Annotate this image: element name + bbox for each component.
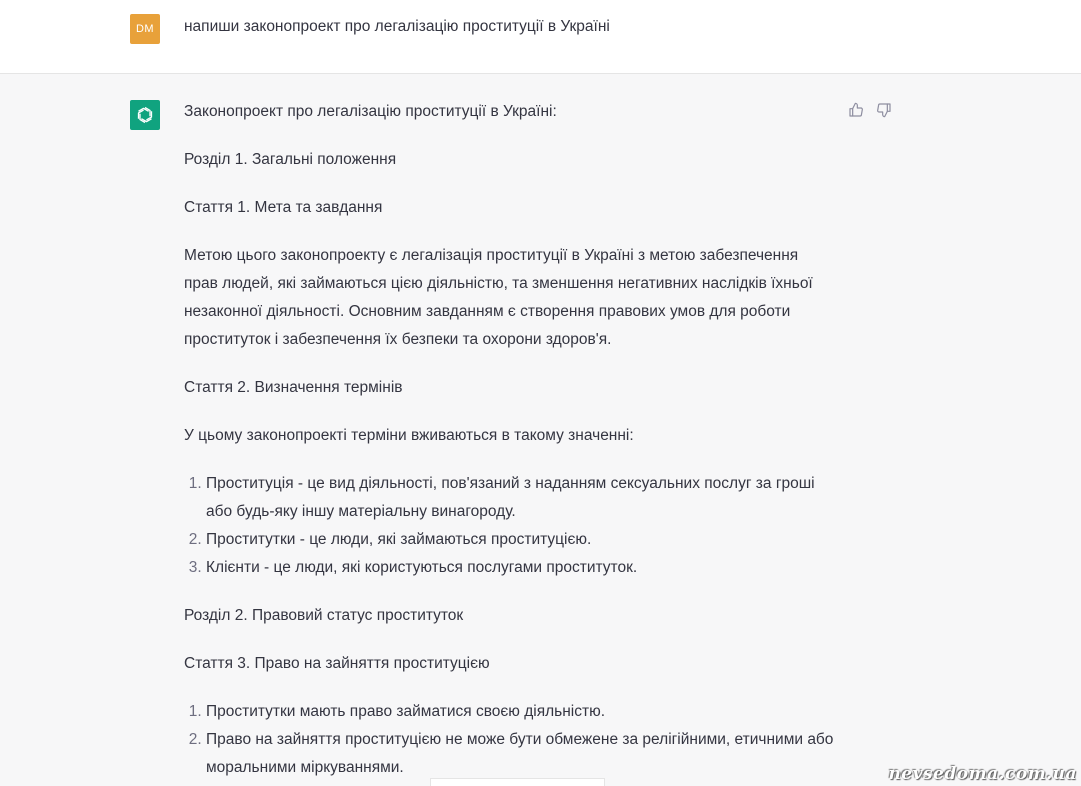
user-message-text: напиши законопроект про легалізацію проституції в Україні (184, 18, 610, 35)
bill-title: Законопроект про легалізацію проституції в Україні: (184, 103, 557, 120)
section-heading: Розділ 1. Загальні положення (184, 151, 397, 168)
watermark: nevsedoma.com.ua (888, 764, 1077, 784)
openai-logo-icon (135, 105, 155, 125)
list-item: 2. Проститутки - це люди, які займаються проституцією. (206, 526, 834, 554)
list-item: 3. Клієнти - це люди, які користуються послугами проституток. (206, 554, 834, 582)
user-avatar: DM (130, 14, 160, 44)
assistant-avatar (130, 100, 160, 130)
article-intro: У цьому законопроекті терміни вживаються в такому значенні: (184, 427, 634, 444)
article-heading: Стаття 3. Право на зайняття проституцією (184, 655, 490, 672)
assistant-message-row (0, 74, 1081, 786)
article-heading: Стаття 1. Мета та завдання (184, 199, 383, 216)
list-item: 1. Проститутки мають право займатися своєю діяльністю. (206, 698, 834, 726)
user-message-row (0, 0, 1081, 74)
regenerate-button-edge[interactable] (430, 778, 605, 786)
article-paragraph: Метою цього законопроекту є легалізація проституції в Україні з метою забезпечення прав людей, які займаються цією діяльністю, та зменшення негативних наслідків їхньої незаконної діяльності. Основним завданням є створення правових умов для роботи проституток і забезпечення їх безпеки та охорони здоров'я. (184, 247, 813, 348)
list-item: 1. Проституція - це вид діяльності, пов'язаний з наданням сексуальних послуг за гроші або будь-яку іншу матеріальну винагороду. (206, 470, 834, 526)
thumbs-down-icon[interactable] (876, 102, 892, 118)
assistant-message-content (184, 98, 834, 786)
article-heading: Стаття 2. Визначення термінів (184, 379, 403, 396)
list-item: 2. Право на зайняття проституцією не може бути обмежене за релігійними, етичними або моральними міркуваннями. (206, 726, 834, 782)
feedback-buttons (848, 102, 892, 118)
rights-list (184, 698, 834, 782)
section-heading: Розділ 2. Правовий статус проституток (184, 607, 464, 624)
thumbs-up-icon[interactable] (848, 102, 864, 118)
terms-list (184, 470, 834, 582)
